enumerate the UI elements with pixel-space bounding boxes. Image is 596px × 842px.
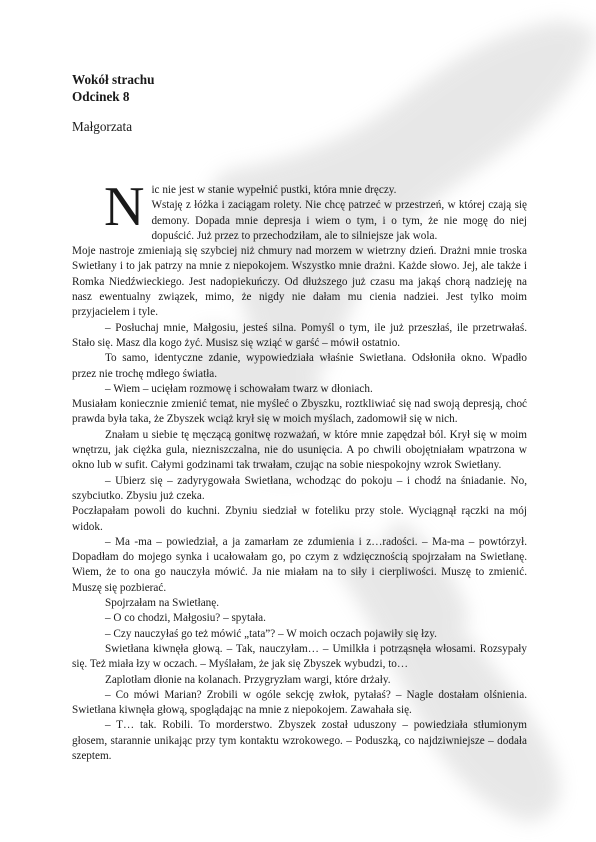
- paragraph: Poczłapałam powoli do kuchni. Zbyniu siedział w foteliku przy stole. Wyciągnął rączki na mój widok.: [72, 505, 527, 533]
- paragraph: – Wiem – ucięłam rozmowę i schowałam twarz w dłoniach.: [105, 382, 373, 395]
- paragraph: Moje nastroje zmieniają się szybciej niż chmury nad morzem w wietrzny dzień. Drażni mnie troska Swietłany i to jak patrzy na mnie z niepokojem. Wszystko mnie drażni. Każde słowo. Jej, ale także i Romka Niedźwieckiego. Jest nadopiekuńczy. Od dłuższego już czasu ma jakąś chorą nadzieję na nasz ewentualny związek, mimo, że nigdy nie dałam mu cienia nadziei. Jest tylko moim przyjacielem i tyle.: [72, 245, 527, 319]
- paragraph: ic nie jest w stanie wypełnić pustki, która mnie dręczy.: [151, 184, 397, 196]
- paragraph: – Ma -ma – powiedział, a ja zamarłam ze zdumienia i z…radości. – Ma-ma – powtórzył. Dopadłam do mojego synka i ucałowałam go, po czym z wdzięcznością spojrzałam na Swietłanę. Wiem, że to ona go nauczyła mówić. Ja nie miałam na to siły i cierpliwości. Muszę to zmienić. Muszę się pozbierać.: [72, 535, 527, 594]
- series-title: Wokół strachu: [72, 72, 155, 87]
- story-body: [72, 176, 527, 764]
- paragraph: – Ubierz się – zadyrygowała Swietłana, wchodząc do pokoju – i chodź na śniadanie. No, szybciutko. Zbysiu już czeka.: [72, 474, 527, 502]
- paragraph: – Czy nauczyłaś go też mówić „tata”? – W moich oczach pojawiły się łzy.: [105, 627, 437, 640]
- paragraph: Swietłana kiwnęła głową. – Tak, nauczyłam… – Umilkła i potrząsnęła włosami. Rozsypały się. Też miała łzy w oczach. – Myślałam, że jak się Zbyszek wybudzi, to…: [72, 642, 527, 671]
- paragraph: To samo, identyczne zdanie, wypowiedziała właśnie Swietłana. Odsłoniła okno. Wpadło przez nie trochę mdłego światła.: [72, 352, 527, 380]
- opening-paragraphs: [72, 176, 527, 244]
- paragraph: – Posłuchaj mnie, Małgosiu, jesteś silna. Pomyśl o tym, ile już przeszłaś, ile przetrwałaś. Stało się. Masz dla kogo żyć. Musisz się wziąć w garść – mówił ostatnio.: [72, 321, 527, 349]
- drop-cap: N: [104, 176, 145, 238]
- paragraph: Wstaję z łóżka i zaciągam rolety. Nie chcę patrzeć w przestrzeń, w której czają się demony. Dopada mnie depresja i wiem o tym, i o tym, że nie mogę do niej dopuścić. Już przez to przechodziłam, ale to silniejsze jak wola.: [151, 199, 527, 242]
- paragraph: – T… tak. Robili. To morderstwo. Zbyszek został uduszony – powiedziała stłumionym głosem, starannie unikając przy tym kontaktu wzrokowego. – Poduszką, co najdziwniejsze – dodała szeptem.: [72, 719, 527, 762]
- episode-number: Odcinek 8: [72, 89, 130, 104]
- paragraph: Musiałam koniecznie zmienić temat, nie myśleć o Zbyszku, roztkliwiać się nad swoją depresją, choć prawda była taka, że Zbyszek wciąż krył się w moich myślach, zadomowił się w nich.: [72, 398, 527, 426]
- article-header: [72, 71, 527, 135]
- paragraph: – O co chodzi, Małgosiu? – spytała.: [105, 612, 266, 625]
- paragraph: Zaplotłam dłonie na kolanach. Przygryzłam wargi, które drżały.: [105, 673, 391, 686]
- paragraph: Znałam u siebie tę męczącą gonitwę rozważań, w które mnie zapędzał ból. Krył się w moim wnętrzu, jak ciężka gula, niezniszczalna, nie do usunięcia. A po chwili obojętniałam wpatrzona w okno lub w sufit. Całymi godzinami tak trwałam, czując na sobie niespokojny wzrok Swietłany.: [72, 428, 527, 472]
- paragraph: Spojrzałam na Swietłanę.: [105, 597, 220, 610]
- author-name: Małgorzata: [72, 119, 133, 134]
- paragraph: – Co mówi Marian? Zrobili w ogóle sekcję zwłok, pytałaś? – Nagle dostałam olśnienia. Swietłana kiwnęła głową, spoglądając na mnie z niepokojem. Zawahała się.: [72, 688, 527, 717]
